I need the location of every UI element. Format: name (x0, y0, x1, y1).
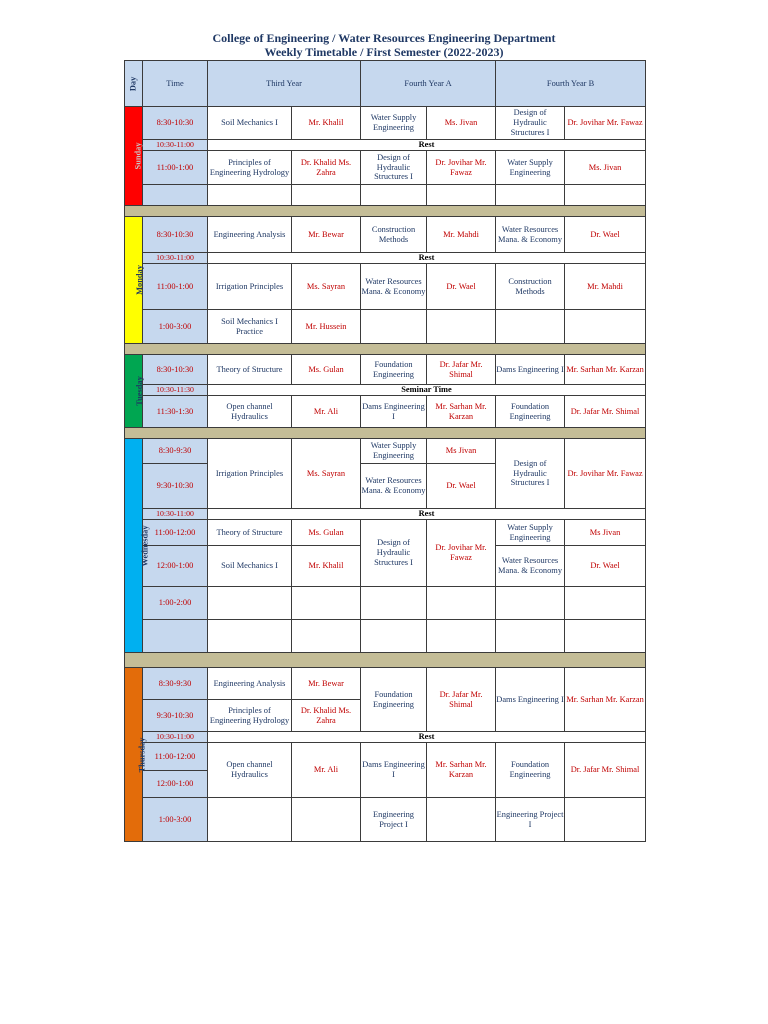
course-cell: Foundation Engineering (361, 668, 427, 732)
course-cell: Principles of Engineering Hydrology (208, 700, 292, 732)
teacher-cell: Mr. Bewar (292, 668, 361, 700)
col-header-third-year: Third Year (208, 61, 361, 107)
teacher-cell: Mr. Khalil (292, 107, 361, 140)
timetable (124, 60, 646, 842)
course-cell: Design of Hydraulic Structures I (496, 439, 565, 509)
time-cell: 8:30-10:30 (143, 217, 208, 253)
break-row (125, 253, 646, 264)
time-cell: 11:30-1:30 (143, 396, 208, 428)
time-cell: 10:30-11:00 (143, 509, 208, 520)
document-title: College of Engineering / Water Resources Engineering Department (212, 31, 556, 45)
break-row (125, 385, 646, 396)
time-cell: 10:30-11:00 (143, 253, 208, 264)
course-cell: Dams Engineering I (496, 668, 565, 732)
time-cell: 12:00-1:00 (143, 546, 208, 587)
table-row (125, 743, 646, 771)
course-cell: Design of Hydraulic Structures I (361, 520, 427, 587)
teacher-cell: Dr. Jovihar Mr. Fawaz (427, 151, 496, 185)
break-row (125, 732, 646, 743)
course-cell: Soil Mechanics I (208, 546, 292, 587)
teacher-cell: Ms. Jivan (427, 107, 496, 140)
time-cell: 11:00-1:00 (143, 151, 208, 185)
teacher-cell: Dr. Wael (565, 546, 646, 587)
teacher-cell: Ms Jivan (427, 439, 496, 464)
table-row (125, 264, 646, 310)
course-cell: Engineering Analysis (208, 668, 292, 700)
header-row (125, 61, 646, 107)
teacher-cell: Mr. Hussein (292, 310, 361, 344)
separator-row (125, 653, 646, 668)
time-cell: 1:00-3:00 (143, 798, 208, 842)
time-cell: 9:30-10:30 (143, 464, 208, 509)
col-header-fourth-year-b: Fourth Year B (496, 61, 646, 107)
teacher-cell: Mr. Mahdi (427, 217, 496, 253)
course-cell: Design of Hydraulic Structures I (496, 107, 565, 140)
day-monday: Monday (125, 217, 143, 344)
teacher-cell: Mr. Sarhan Mr. Karzan (427, 396, 496, 428)
course-cell: Dams Engineering I (361, 396, 427, 428)
col-header-time: Time (143, 61, 208, 107)
table-row (125, 668, 646, 700)
teacher-cell: Dr. Khalid Ms. Zahra (292, 151, 361, 185)
teacher-cell: Mr. Sarhan Mr. Karzan (565, 355, 646, 385)
time-cell: 8:30-10:30 (143, 107, 208, 140)
course-cell: Foundation Engineering (496, 396, 565, 428)
time-cell: 10:30-11:00 (143, 732, 208, 743)
table-row (125, 520, 646, 546)
day-thursday: Thursday (125, 668, 143, 842)
rest-label: Rest (208, 509, 646, 520)
col-header-day: Day (125, 61, 143, 107)
course-cell: Foundation Engineering (361, 355, 427, 385)
course-cell: Open channel Hydraulics (208, 396, 292, 428)
course-cell: Construction Methods (496, 264, 565, 310)
teacher-cell: Dr. Jafar Mr. Shimal (565, 743, 646, 798)
time-cell: 11:00-12:00 (143, 743, 208, 771)
course-cell: Construction Methods (361, 217, 427, 253)
table-row (125, 587, 646, 620)
break-row (125, 140, 646, 151)
day-tuesday: Tuesday (125, 355, 143, 428)
teacher-cell: Ms. Sayran (292, 439, 361, 509)
course-cell: Open channel Hydraulics (208, 743, 292, 798)
teacher-cell: Mr. Sarhan Mr. Karzan (427, 743, 496, 798)
break-row (125, 509, 646, 520)
time-cell: 10:30-11:00 (143, 140, 208, 151)
separator-row (125, 428, 646, 439)
table-row (125, 355, 646, 385)
day-wednesday: Wednesday (125, 439, 143, 653)
course-cell: Water Supply Engineering (361, 439, 427, 464)
course-cell: Foundation Engineering (496, 743, 565, 798)
course-cell: Water Supply Engineering (496, 520, 565, 546)
course-cell: Dams Engineering I (496, 355, 565, 385)
course-cell: Soil Mechanics I (208, 107, 292, 140)
course-cell: Water Resources Mana. & Economy (496, 546, 565, 587)
course-cell: Engineering Project I (361, 798, 427, 842)
course-cell: Water Resources Mana. & Economy (361, 264, 427, 310)
table-row (125, 439, 646, 464)
teacher-cell: Dr. Khalid Ms. Zahra (292, 700, 361, 732)
rest-label: Rest (208, 732, 646, 743)
teacher-cell: Dr. Jovihar Mr. Fawaz (427, 520, 496, 587)
time-cell: 1:00-2:00 (143, 587, 208, 620)
teacher-cell: Mr. Bewar (292, 217, 361, 253)
table-row (125, 151, 646, 185)
teacher-cell: Ms Jivan (565, 520, 646, 546)
teacher-cell: Dr. Wael (427, 264, 496, 310)
course-cell: Soil Mechanics I Practice (208, 310, 292, 344)
teacher-cell: Ms. Gulan (292, 355, 361, 385)
teacher-cell: Ms. Gulan (292, 520, 361, 546)
table-row (125, 798, 646, 842)
course-cell: Water Supply Engineering (361, 107, 427, 140)
time-cell: 10:30-11:30 (143, 385, 208, 396)
separator-row (125, 344, 646, 355)
teacher-cell: Dr. Jafar Mr. Shimal (427, 355, 496, 385)
teacher-cell: Mr. Ali (292, 743, 361, 798)
rest-label: Rest (208, 253, 646, 264)
table-row (125, 217, 646, 253)
teacher-cell: Dr. Wael (427, 464, 496, 509)
seminar-label: Seminar Time (208, 385, 646, 396)
table-row (125, 310, 646, 344)
document-subtitle: Weekly Timetable / First Semester (2022-2023) (264, 45, 504, 59)
time-cell: 9:30-10:30 (143, 700, 208, 732)
teacher-cell: Mr. Ali (292, 396, 361, 428)
teacher-cell: Dr. Jovihar Mr. Fawaz (565, 107, 646, 140)
table-row (125, 396, 646, 428)
course-cell: Water Supply Engineering (496, 151, 565, 185)
teacher-cell: Ms. Sayran (292, 264, 361, 310)
teacher-cell: Dr. Jafar Mr. Shimal (427, 668, 496, 732)
course-cell: Principles of Engineering Hydrology (208, 151, 292, 185)
time-cell: 12:00-1:00 (143, 771, 208, 798)
table-row (125, 185, 646, 206)
time-cell: 1:00-3:00 (143, 310, 208, 344)
rest-label: Rest (208, 140, 646, 151)
course-cell: Design of Hydraulic Structures I (361, 151, 427, 185)
course-cell: Engineering Project I (496, 798, 565, 842)
teacher-cell: Dr. Jovihar Mr. Fawaz (565, 439, 646, 509)
course-cell: Irrigation Principles (208, 264, 292, 310)
teacher-cell: Dr. Jafar Mr. Shimal (565, 396, 646, 428)
course-cell: Irrigation Principles (208, 439, 292, 509)
day-sunday: Sunday (125, 107, 143, 206)
teacher-cell: Ms. Jivan (565, 151, 646, 185)
separator-row (125, 206, 646, 217)
course-cell: Dams Engineering I (361, 743, 427, 798)
time-cell: 11:00-1:00 (143, 264, 208, 310)
time-cell: 8:30-10:30 (143, 355, 208, 385)
course-cell: Water Resources Mana. & Economy (496, 217, 565, 253)
teacher-cell: Dr. Wael (565, 217, 646, 253)
course-cell: Theory of Structure (208, 355, 292, 385)
teacher-cell: Mr. Sarhan Mr. Karzan (565, 668, 646, 732)
course-cell: Engineering Analysis (208, 217, 292, 253)
table-row (125, 620, 646, 653)
time-cell: 11:00-12:00 (143, 520, 208, 546)
col-header-fourth-year-a: Fourth Year A (361, 61, 496, 107)
time-cell: 8:30-9:30 (143, 439, 208, 464)
time-cell: 8:30-9:30 (143, 668, 208, 700)
course-cell: Theory of Structure (208, 520, 292, 546)
table-row (125, 107, 646, 140)
course-cell: Water Resources Mana. & Economy (361, 464, 427, 509)
teacher-cell: Mr. Khalil (292, 546, 361, 587)
teacher-cell: Mr. Mahdi (565, 264, 646, 310)
